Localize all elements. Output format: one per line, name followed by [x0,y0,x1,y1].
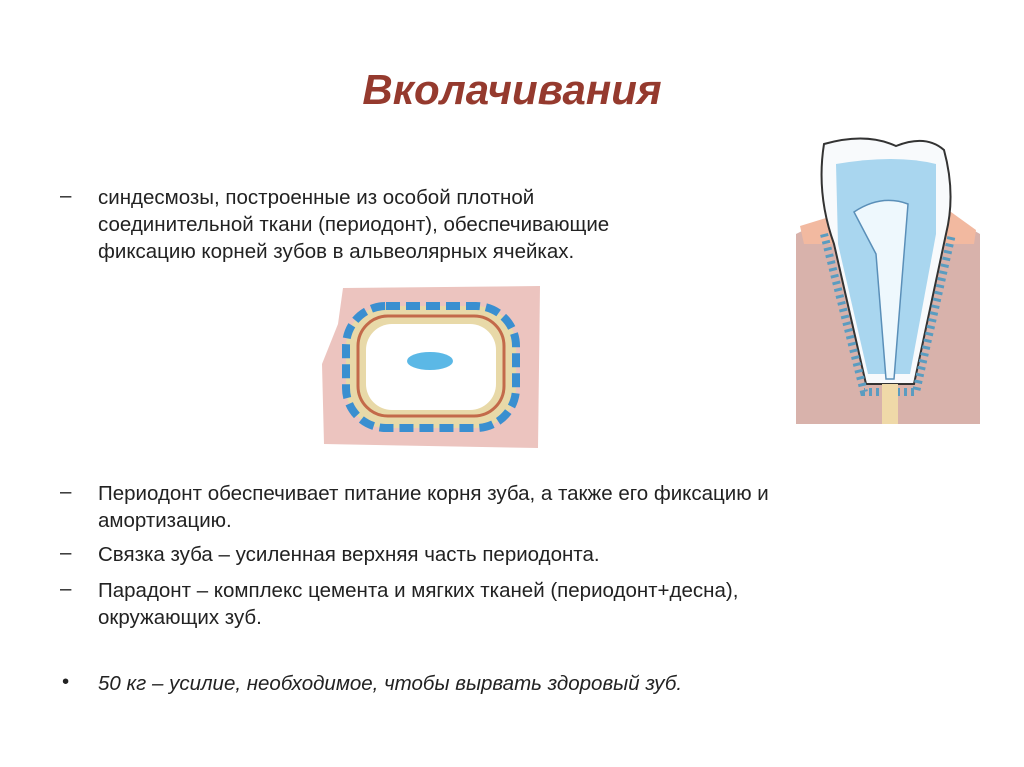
tooth-longitudinal-section-image [796,134,980,424]
bullet-line: Связка зуба – усиленная верхняя часть периодонта. [98,543,600,566]
bullet-line: фиксацию корней зубов в альвеолярных ячейках. [98,240,575,263]
bullet-marker: – [60,184,72,207]
slide-title: Вколачивания [362,66,662,113]
bullet-marker: – [60,480,72,503]
bullet-marker: – [60,577,72,600]
bullet-line: окружающих зуб. [98,606,262,629]
bullet-marker: – [60,541,72,564]
periodontium-cross-section-image [318,284,542,450]
bullet-line: 50 кг – усилие, необходимое, чтобы вырвать здоровый зуб. [98,672,683,695]
bullet-line: синдесмозы, построенные из особой плотной [98,186,535,209]
bullet-marker: • [62,670,70,693]
bullet-line: амортизацию. [98,509,232,532]
bullet-line: соединительной ткани (периодонт), обеспечивающие [98,213,610,236]
bullet-line: Парадонт – комплекс цемента и мягких тканей (периодонт+десна), [98,579,739,602]
bullet-line: Периодонт обеспечивает питание корня зуба, а также его фиксацию и [98,482,769,505]
